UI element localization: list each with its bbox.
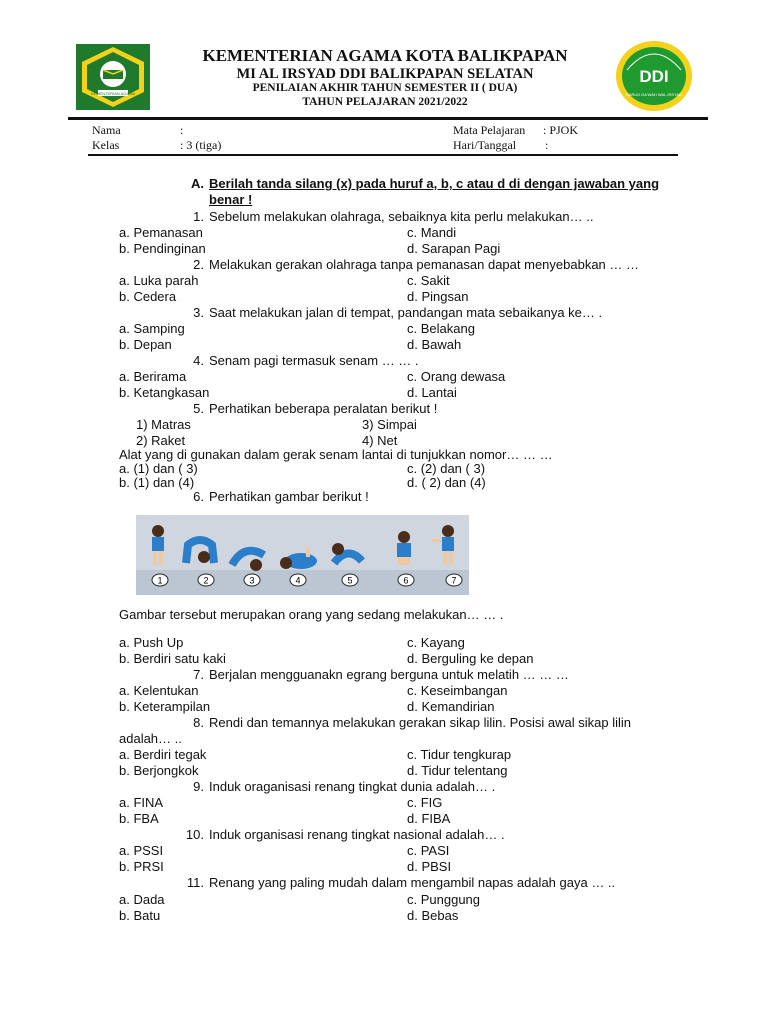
figure-number-label: 1 — [157, 575, 163, 586]
question-number: 2. — [193, 257, 204, 272]
option-b: b. Depan — [119, 337, 172, 352]
option-b: b. FBA — [119, 811, 159, 826]
kemenag-logo-text: KEMENTERIAN AGAMA — [90, 91, 136, 96]
option-a: a. Berdiri tegak — [119, 747, 207, 762]
option-b: b. (1) dan (4) — [119, 475, 195, 490]
option-b: b. Berjongkok — [119, 763, 199, 778]
figure-pose-6 — [397, 531, 411, 565]
option-d: d. Tidur telentang — [407, 763, 508, 778]
option-b: b. Batu — [119, 908, 161, 923]
question-text-cont: Alat yang di gunakan dalam gerak senam lantai di tunjukkan nomor… … … — [119, 447, 553, 462]
option-b: b. PRSI — [119, 859, 164, 874]
option-c: c. Keseimbangan — [407, 683, 508, 698]
question-text: Induk organisasi renang tingkat nasional adalah… . — [209, 827, 505, 842]
exam-title: PENILAIAN AKHIR TAHUN SEMESTER II ( DUA) — [252, 82, 518, 94]
question-text: Induk oraganisasi renang tingkat dunia adalah… . — [209, 779, 496, 794]
option-a: a. Kelentukan — [119, 683, 199, 698]
option-c: c. PASI — [407, 843, 450, 858]
figure-number-label: 4 — [295, 575, 301, 586]
option-a: a. PSSI — [119, 843, 164, 858]
option-d: d. PBSI — [407, 859, 452, 874]
question-text: Perhatikan gambar berikut ! — [209, 489, 369, 504]
question-text: Senam pagi termasuk senam … … . — [209, 353, 419, 368]
option-d: d. ( 2) dan (4) — [407, 475, 486, 490]
option-d: d. Lantai — [407, 385, 457, 400]
ministry-title: KEMENTERIAN AGAMA KOTA BALIKPAPAN — [202, 46, 568, 65]
question-number: 11. — [186, 875, 204, 890]
equipment-item: 3) Simpai — [362, 417, 417, 432]
option-c: c. FIG — [407, 795, 443, 810]
option-c: c. Mandi — [407, 225, 457, 240]
class-label: Kelas — [92, 138, 120, 152]
name-colon: : — [180, 123, 184, 137]
figure-number-label: 7 — [451, 575, 457, 586]
figure-number-label: 5 — [347, 575, 353, 586]
question-text: Renang yang paling mudah dalam mengambil napas adalah gaya … .. — [209, 875, 616, 890]
option-a: a. Samping — [119, 321, 185, 336]
ddi-logo-arc: DARUD DA'WAH WAL IRSYAD — [625, 92, 683, 97]
option-b: b. Ketangkasan — [119, 385, 210, 400]
header-divider — [68, 117, 708, 120]
question-number: 5. — [193, 401, 204, 416]
option-c: c. Orang dewasa — [407, 369, 506, 384]
option-a: a. Pemanasan — [119, 225, 203, 240]
class-value: : 3 (tiga) — [180, 138, 222, 152]
section-letter: A. — [191, 176, 204, 191]
option-d: d. Sarapan Pagi — [407, 241, 501, 256]
option-d: d. Pingsan — [407, 289, 469, 304]
ddi-logo-text: DDI — [639, 67, 669, 86]
equipment-item: 4) Net — [362, 433, 398, 448]
option-b: b. Cedera — [119, 289, 177, 304]
identity-divider — [88, 154, 678, 156]
option-c: c. Sakit — [407, 273, 450, 288]
question-number: 9. — [193, 779, 204, 794]
ddi-logo — [615, 40, 693, 112]
option-a: a. Push Up — [119, 635, 184, 650]
option-d: d. Berguling ke depan — [407, 651, 534, 666]
option-c: c. (2) dan ( 3) — [407, 461, 486, 476]
question-text: Rendi dan temannya melakukan gerakan sikap lilin. Posisi awal sikap lilin — [209, 715, 631, 730]
option-c: c. Tidur tengkurap — [407, 747, 512, 762]
day-label: Hari/Tanggal — [453, 138, 517, 152]
subject-value: : PJOK — [543, 123, 579, 137]
question-number: 4. — [193, 353, 204, 368]
question-text: Perhatikan beberapa peralatan berikut ! — [209, 401, 438, 416]
section-instruction-cont: benar ! — [209, 192, 253, 207]
question-text: Saat melakukan jalan di tempat, pandangan mata sebaikanya ke… . — [209, 305, 603, 320]
option-d: d. Bawah — [407, 337, 462, 352]
equipment-item: 1) Matras — [136, 417, 191, 432]
section-instruction: Berilah tanda silang (x) pada huruf a, b, c atau d di dengan jawaban yang — [209, 176, 660, 191]
figure-number-label: 3 — [249, 575, 255, 586]
kemenag-logo — [76, 44, 150, 110]
question-number: 8. — [193, 715, 204, 730]
option-c: c. Punggung — [407, 892, 481, 907]
option-a: a. Luka parah — [119, 273, 199, 288]
option-d: d. Kemandirian — [407, 699, 495, 714]
question-number: 10. — [185, 827, 204, 842]
option-a: a. Berirama — [119, 369, 187, 384]
option-d: d. Bebas — [407, 908, 459, 923]
question-number: 7. — [193, 667, 204, 682]
question-text: Berjalan mengguanakn egrang berguna untuk melatih … … … — [209, 667, 569, 682]
figure-number-label: 2 — [203, 575, 209, 586]
academic-year: TAHUN PELAJARAN 2021/2022 — [302, 96, 468, 108]
question-number: 3. — [193, 305, 204, 320]
option-d: d. FIBA — [407, 811, 451, 826]
option-c: c. Kayang — [407, 635, 465, 650]
q6-figure — [136, 515, 469, 595]
question-text: Melakukan gerakan olahraga tanpa pemanasan dapat menyebabkan … … — [209, 257, 640, 272]
option-b: b. Pendinginan — [119, 241, 206, 256]
question-number: 1. — [193, 209, 204, 224]
option-a: a. (1) dan ( 3) — [119, 461, 198, 476]
figure-number-label: 6 — [403, 575, 409, 586]
school-name: MI AL IRSYAD DDI BALIKPAPAN SELATAN — [236, 66, 534, 82]
question-number: 6. — [193, 489, 204, 504]
option-a: a. Dada — [119, 892, 165, 907]
equipment-item: 2) Raket — [136, 433, 186, 448]
subject-label: Mata Pelajaran — [453, 123, 526, 137]
option-a: a. FINA — [119, 795, 164, 810]
day-colon: : — [545, 138, 549, 152]
option-b: b. Berdiri satu kaki — [119, 651, 226, 666]
question-text: Sebelum melakukan olahraga, sebaiknya kita perlu melakukan… .. — [209, 209, 594, 224]
name-label: Nama — [92, 123, 121, 137]
question-text-cont: adalah… .. — [119, 731, 182, 746]
option-b: b. Keterampilan — [119, 699, 211, 714]
question-text-cont: Gambar tersebut merupakan orang yang sedang melakukan… … . — [119, 607, 504, 622]
option-c: c. Belakang — [407, 321, 475, 336]
